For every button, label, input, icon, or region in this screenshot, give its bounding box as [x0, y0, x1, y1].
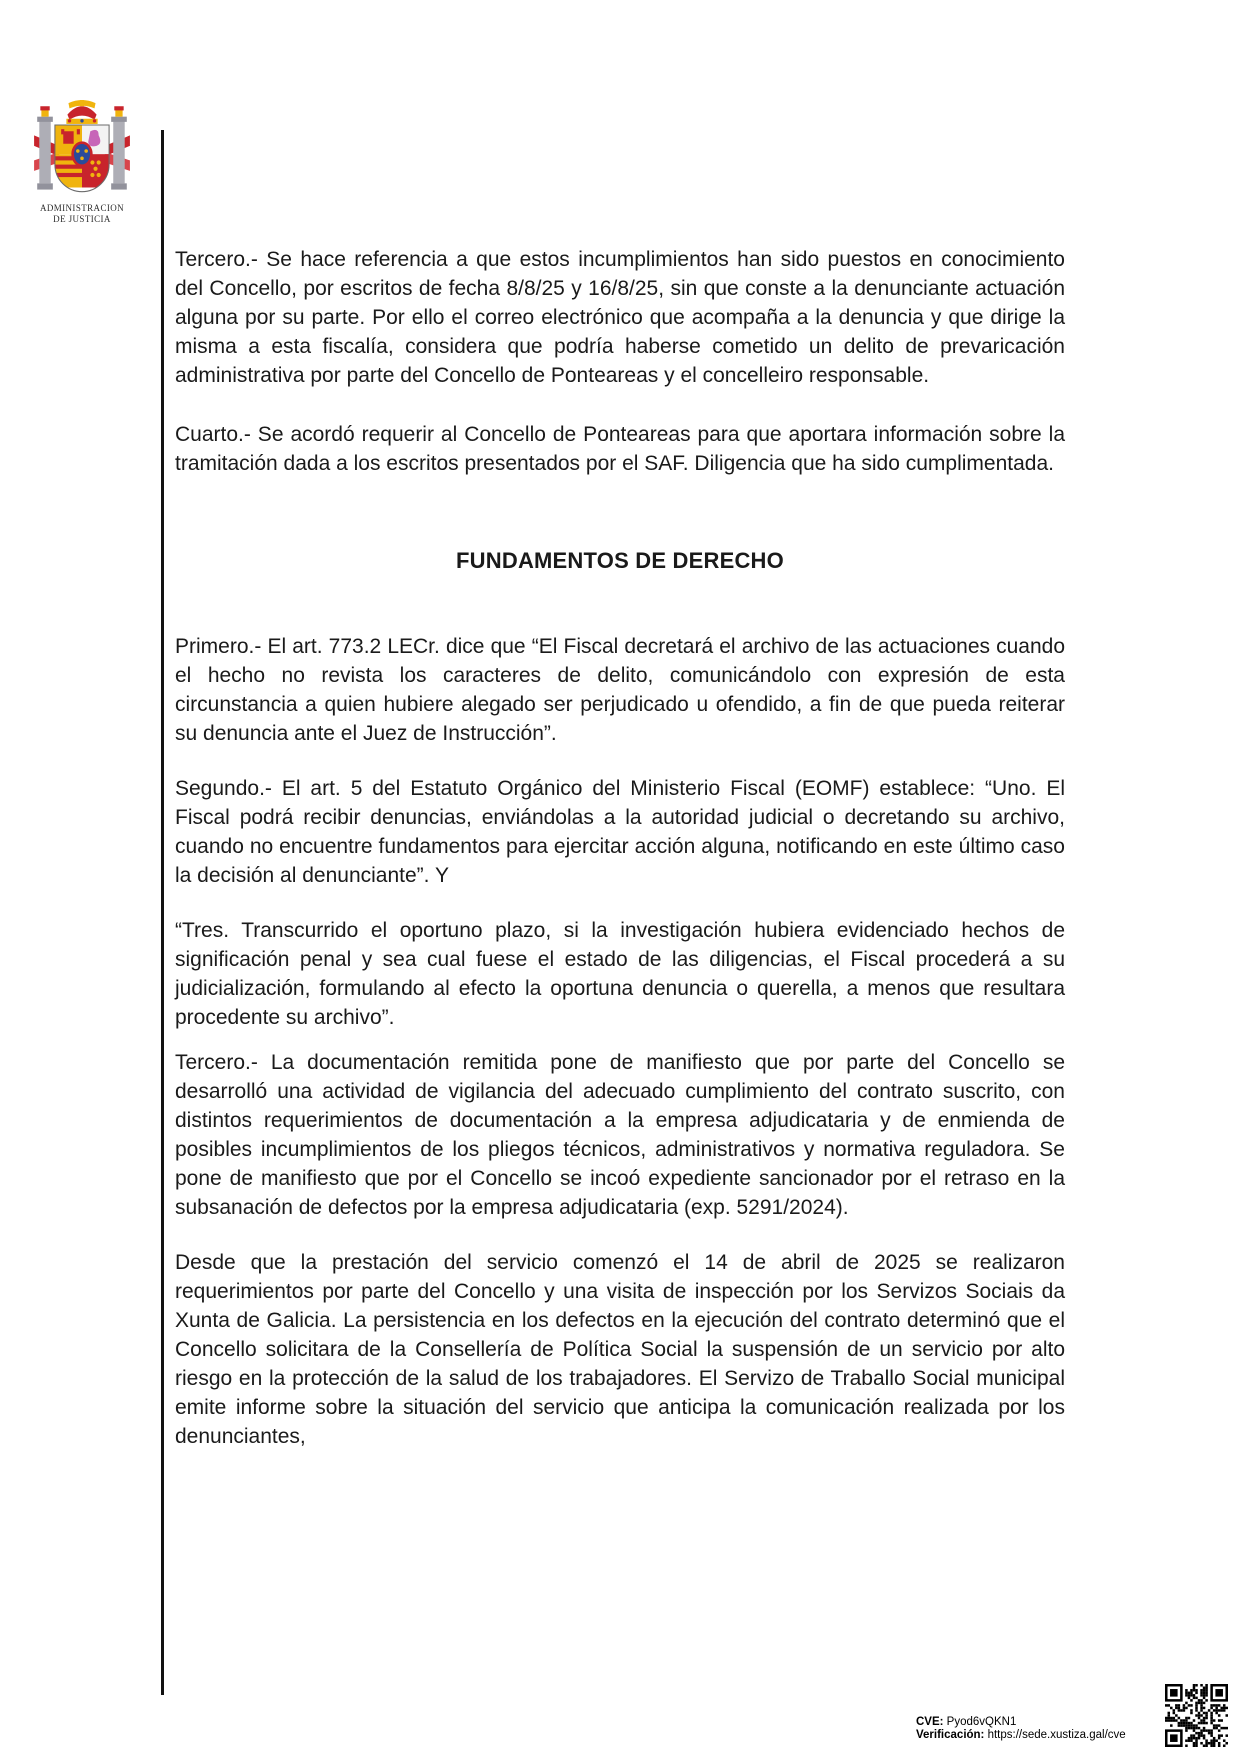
verification-block	[916, 1716, 1126, 1742]
logo-caption-line1: ADMINISTRACION	[39, 203, 125, 213]
cve-line	[916, 1716, 1126, 1729]
paragraph-tercero-derecho: Tercero.- La documentación remitida pone de manifiesto que por parte del Concello se desarrolló una actividad de vigilancia del adecuado cumplimiento del contrato suscrito, con distintos requerimientos de documentación a la empresa adjudicataria y de enmienda de posibles incumplimientos de los pliegos técnicos, administrativos y normativa reguladora. Se pone de manifiesto que por el Concello se incoó expediente sancionador por el retraso en la subsanación de defectos por la empresa adjudicataria (exp. 5291/2024).	[175, 1051, 1065, 1219]
cve-label: CVE:	[916, 1716, 944, 1728]
logo-administracion-justicia	[24, 100, 140, 225]
paragraph-desde-prestacion: Desde que la prestación del servicio comenzó el 14 de abril de 2025 se realizaron requerimientos por parte del Concello y una visita de inspección por los Servizos Sociais da Xunta de Galicia. La persistencia en los defectos en la ejecución del contrato determinó que el Concello solicitara de la Consellería de Política Social la suspensión de un servicio por alto riesgo en la protección de la salud de los trabajadores. El Servizo de Traballo Social municipal emite informe sobre la situación del servicio que anticipa la comunicación realizada por los denunciantes,	[175, 1251, 1065, 1448]
verification-line	[916, 1729, 1126, 1742]
qr-code-icon	[1165, 1684, 1228, 1747]
paragraph-tres-derecho: “Tres. Transcurrido el oportuno plazo, si la investigación hubiera evidenciado hechos de significación penal y sea cual fuese el estado de las diligencias, el Fiscal procederá a su judicialización, formulando al efecto la oportuna denuncia o querella, a menos que resultara procedente su archivo”.	[175, 919, 1065, 1029]
cve-value: Pyod6vQKN1	[943, 1716, 1017, 1728]
paragraph-segundo-derecho: Segundo.- El art. 5 del Estatuto Orgánico del Ministerio Fiscal (EOMF) establece: “Uno. El Fiscal podrá recibir denuncias, enviándolas a la autoridad judicial o decretando su archivo, cuando no encuentre fundamentos para ejercitar acción alguna, notificando en este último caso la decisión al denunciante”. Y	[175, 777, 1065, 887]
paragraph-primero-derecho: Primero.- El art. 773.2 LECr. dice que “El Fiscal decretará el archivo de las actuaciones cuando el hecho no revista los caracteres de delito, comunicándolo con expresión de esta circunstancia a quien hubiere alegado ser perjudicado u ofendido, a fin de que pueda reiterar su denuncia ante el Juez de Instrucción”.	[175, 635, 1065, 745]
document-body	[175, 0, 1065, 1451]
paragraph-cuarto-hechos: Cuarto.- Se acordó requerir al Concello de Ponteareas para que aportara información sobre la tramitación dada a los escritos presentados por el SAF. Diligencia que ha sido cumplimentada.	[175, 423, 1065, 475]
verification-url: https://sede.xustiza.gal/cve	[984, 1729, 1126, 1741]
paragraph-tercero-hechos: Tercero.- Se hace referencia a que estos incumplimientos han sido puestos en conocimiento del Concello, por escritos de fecha 8/8/25 y 16/8/25, sin que conste a la denunciante actuación alguna por su parte. Por ello el correo electrónico que acompaña a la denuncia y que dirige la misma a esta fiscalía, considera que podría haberse cometido un delito de prevaricación administrativa por parte del Concello de Ponteareas y el concelleiro responsable.	[175, 248, 1065, 387]
spain-coat-of-arms-icon	[24, 100, 140, 200]
left-margin-rule	[161, 130, 164, 1695]
logo-caption-line2: DE JUSTICIA	[53, 214, 111, 224]
section-heading-fundamentos: FUNDAMENTOS DE DERECHO	[456, 548, 784, 573]
verification-label: Verificación:	[916, 1729, 985, 1741]
